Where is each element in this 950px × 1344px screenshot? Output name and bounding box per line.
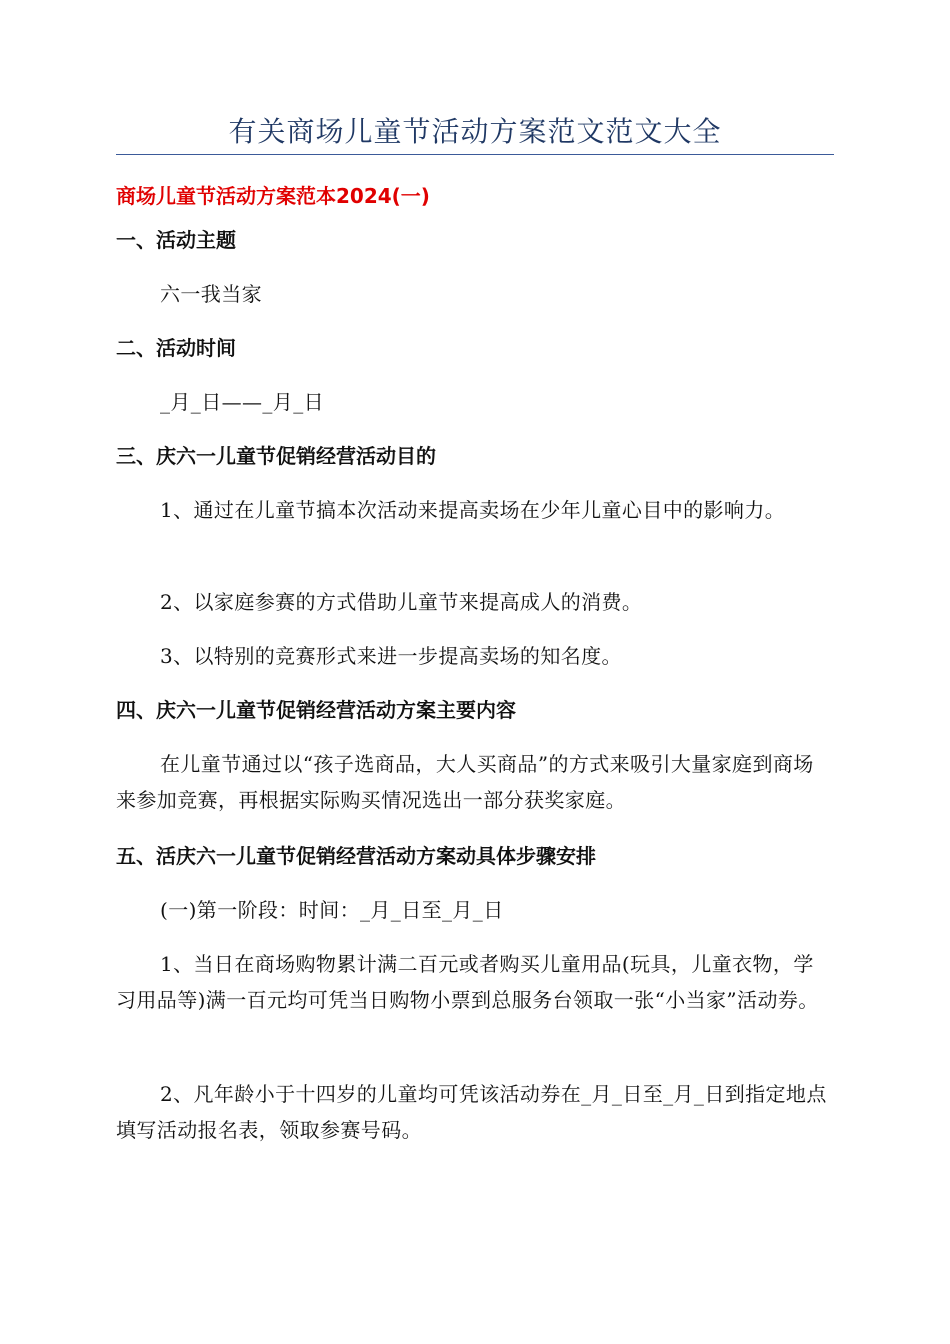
paragraph-time: _月_日——_月_日 xyxy=(160,390,324,414)
title-underline xyxy=(116,154,834,155)
paragraph-stage-1: (一)第一阶段：时间：_月_日至_月_日 xyxy=(160,898,504,922)
section-heading-4: 四、庆六一儿童节促销经营活动方案主要内容 xyxy=(116,698,516,722)
paragraph-content: 在儿童节通过以“孩子选商品，大人买商品”的方式来吸引大量家庭到商场来参加竞赛，再根据实际购买情况选出一部分获奖家庭。 xyxy=(116,752,814,812)
paragraph-goal-1: 1、通过在儿童节搞本次活动来提高卖场在少年儿童心目中的影响力。 xyxy=(160,498,786,522)
paragraph-goal-3: 3、以特别的竞赛形式来进一步提高卖场的知名度。 xyxy=(160,644,622,668)
section-heading-5: 五、活庆六一儿童节促销经营活动方案动具体步骤安排 xyxy=(116,844,596,868)
document-title: 有关商场儿童节活动方案范文范文大全 xyxy=(228,115,722,148)
paragraph-theme: 六一我当家 xyxy=(160,282,262,306)
paragraph-step-2: 2、凡年龄小于十四岁的儿童均可凭该活动券在_月_日至_月_日到指定地点填写活动报名表，领取参赛号码。 xyxy=(116,1082,827,1142)
section-heading-2: 二、活动时间 xyxy=(116,336,236,360)
paragraph-step-1: 1、当日在商场购物累计满二百元或者购买儿童用品(玩具，儿童衣物，学习用品等)满一百元均可凭当日购物小票到总服务台领取一张“小当家”活动券。 xyxy=(116,952,819,1012)
section-subtitle: 商场儿童节活动方案范本2024(一) xyxy=(116,184,430,208)
section-heading-1: 一、活动主题 xyxy=(116,228,236,252)
paragraph-goal-2: 2、以家庭参赛的方式借助儿童节来提高成人的消费。 xyxy=(160,590,643,614)
section-heading-3: 三、庆六一儿童节促销经营活动目的 xyxy=(116,444,436,468)
